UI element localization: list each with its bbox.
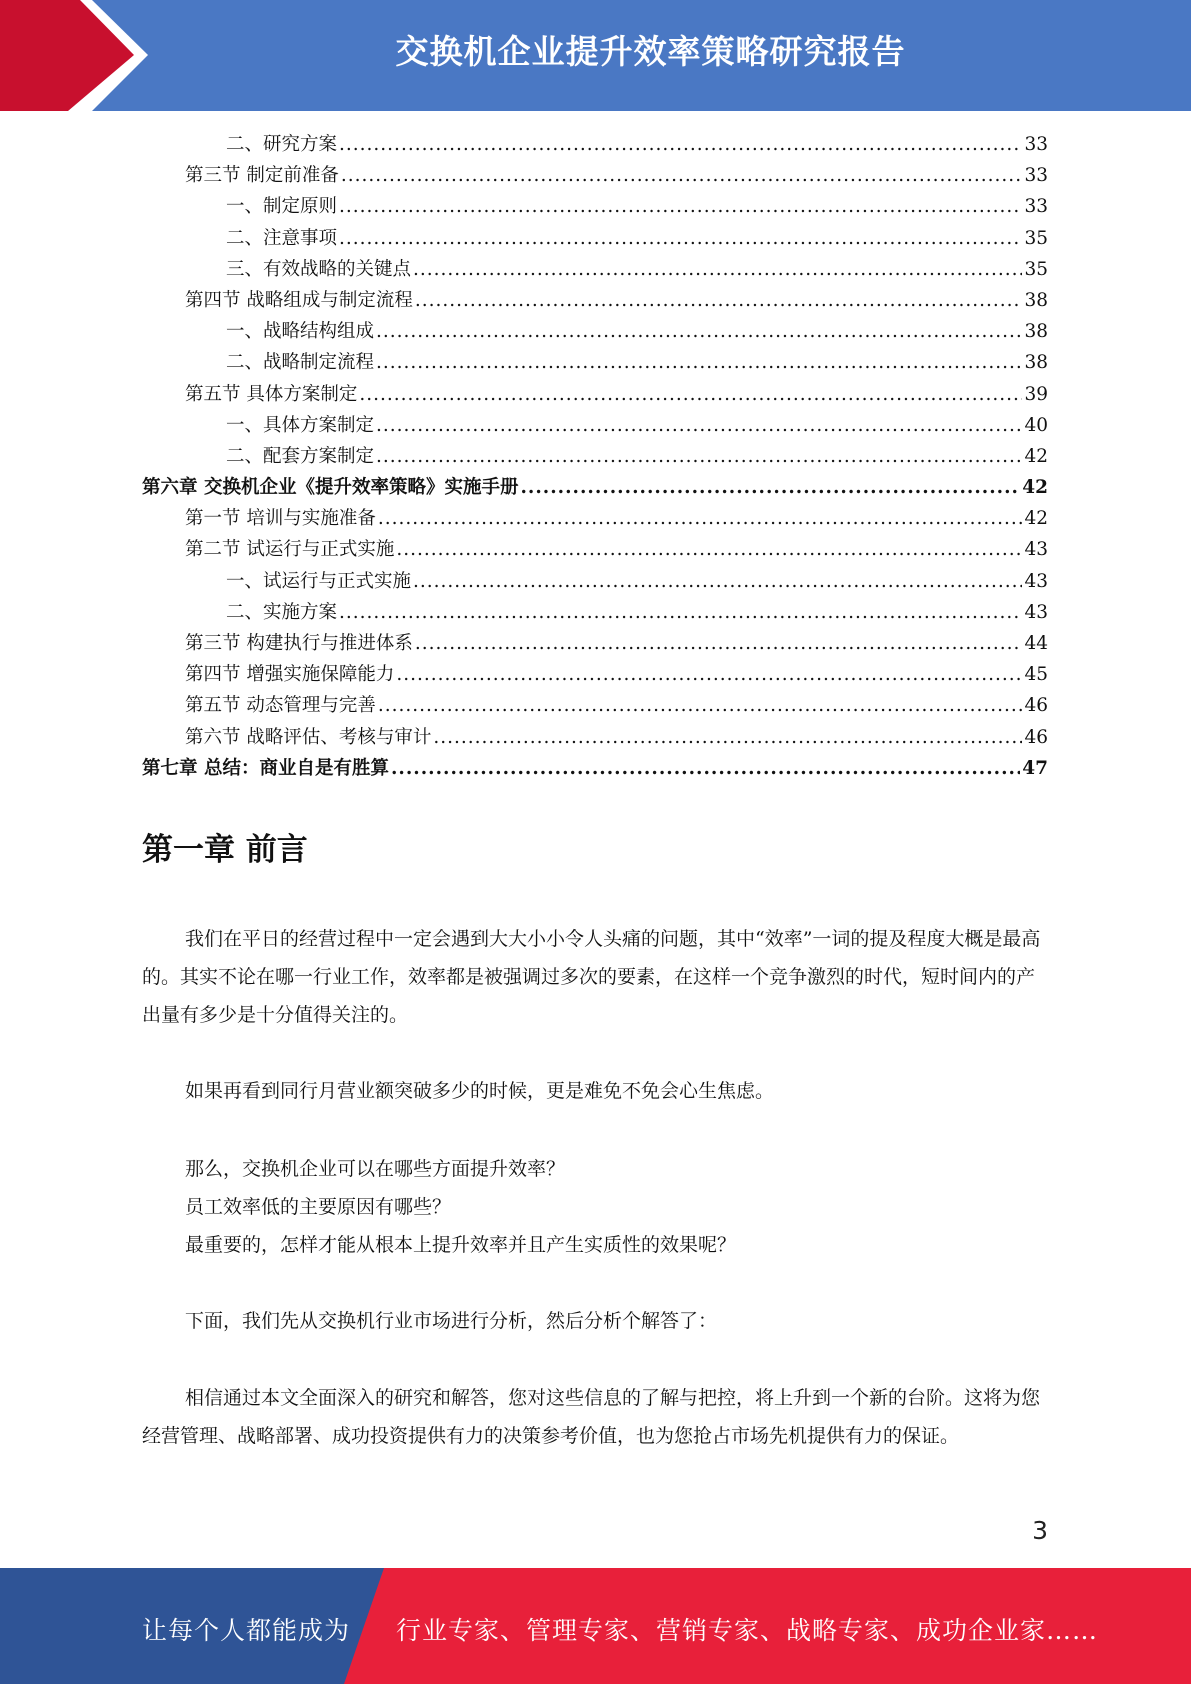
toc-leader-dots <box>378 503 1023 534</box>
toc-entry-title: 一、试运行与正式实施 <box>226 570 412 592</box>
toc-entry[interactable] <box>142 410 1048 441</box>
toc-entry[interactable] <box>142 316 1048 347</box>
toc-entry[interactable] <box>142 191 1048 222</box>
toc-entry-page: 43 <box>1024 539 1048 561</box>
toc-entry-page: 33 <box>1024 134 1048 155</box>
toc-entry-title: 第五节 具体方案制定 <box>185 383 358 405</box>
toc-entry-title: 二、研究方案 <box>226 134 338 155</box>
toc-entry-page: 38 <box>1024 352 1048 374</box>
toc-entry-title: 二、注意事项 <box>226 227 338 249</box>
toc-leader-dots <box>339 129 1022 160</box>
toc-entry[interactable] <box>142 659 1048 690</box>
toc-entry[interactable] <box>142 534 1048 565</box>
toc-leader-dots <box>378 690 1023 721</box>
toc-entry-page: 46 <box>1024 726 1048 748</box>
toc-leader-dots <box>376 410 1022 441</box>
toc-leader-dots <box>433 722 1022 753</box>
toc-entry[interactable] <box>142 503 1048 534</box>
toc-leader-dots <box>359 379 1022 410</box>
toc-leader-dots <box>415 628 1023 659</box>
toc-leader-dots <box>341 160 1023 191</box>
toc-leader-dots <box>339 223 1022 254</box>
toc-entry[interactable] <box>142 441 1048 472</box>
toc-entry-title: 三、有效战略的关键点 <box>226 258 412 280</box>
toc-entry-title: 一、具体方案制定 <box>226 414 375 436</box>
question-3: 最重要的，怎样才能从根本上提升效率并且产生实质性的效果呢？ <box>185 1234 737 1256</box>
toc-entry[interactable] <box>142 285 1048 316</box>
toc-entry-title: 二、实施方案 <box>226 601 338 623</box>
toc-leader-dots <box>396 659 1022 690</box>
toc-entry[interactable] <box>142 722 1048 753</box>
toc-entry-page: 43 <box>1024 570 1048 592</box>
toc-entry[interactable] <box>142 223 1048 254</box>
toc-entry-page: 38 <box>1024 289 1048 311</box>
toc-entry-title: 二、战略制定流程 <box>226 352 375 374</box>
footer-slogan-left: 让每个人都能成为 <box>142 1616 351 1645</box>
toc-leader-dots <box>413 254 1022 285</box>
toc-entry-title: 第五节 动态管理与完善 <box>185 695 376 717</box>
toc-entry-title: 第三节 制定前准备 <box>185 165 339 187</box>
toc-entry-page: 46 <box>1024 695 1048 717</box>
toc-entry-page: 43 <box>1024 601 1048 623</box>
header-banner <box>0 0 1191 111</box>
toc-entry-page: 35 <box>1024 227 1048 249</box>
toc-entry-title: 第二节 试运行与正式实施 <box>185 539 395 561</box>
toc-entry[interactable] <box>142 753 1048 784</box>
toc-leader-dots <box>415 285 1023 316</box>
toc-leader-dots <box>339 597 1022 628</box>
footer-banner <box>0 1568 1191 1684</box>
toc-entry-title: 第六节 战略评估、考核与审计 <box>185 726 432 748</box>
toc-entry-page: 33 <box>1024 196 1048 218</box>
toc-entry[interactable] <box>142 597 1048 628</box>
paragraph-conclusion: 相信通过本文全面深入的研究和解答，您对这些信息的了解与把控，将上升到一个新的台阶。这将为您经营管理、战略部署、成功投资提供有力的决策参考价值，也为您抢占市场先机提供有力的保证。 <box>142 1387 1041 1447</box>
toc-entry-page: 42 <box>1024 508 1048 530</box>
paragraph-intro: 我们在平日的经营过程中一定会遇到大大小小令人头痛的问题，其中“效率”一词的提及程度大概是最高的。其实不论在哪一行业工作，效率都是被强调过多次的要素，在这样一个竞争激烈的时代，短时间内的产出量有多少是十分值得关注的。 <box>142 928 1041 1026</box>
toc-entry[interactable] <box>142 472 1048 503</box>
toc-entry[interactable] <box>142 160 1048 191</box>
toc-leader-dots <box>339 191 1022 222</box>
table-of-contents <box>142 129 1048 784</box>
chapter-title: 第一章 前言 <box>142 832 308 868</box>
toc-entry-title: 第四节 战略组成与制定流程 <box>185 289 413 311</box>
toc-entry[interactable] <box>142 566 1048 597</box>
toc-entry-page: 47 <box>1022 757 1048 779</box>
toc-entry-title: 第一节 培训与实施准备 <box>185 508 376 530</box>
report-title: 交换机企业提升效率策略研究报告 <box>395 32 906 71</box>
toc-leader-dots <box>391 753 1020 784</box>
toc-entry-title: 第六章 交换机企业《提升效率策略》实施手册 <box>142 477 519 499</box>
toc-entry-title: 二、配套方案制定 <box>226 445 375 467</box>
toc-entry[interactable] <box>142 628 1048 659</box>
toc-entry-title: 第四节 增强实施保障能力 <box>185 664 395 686</box>
toc-entry-title: 一、制定原则 <box>226 196 338 218</box>
toc-leader-dots <box>376 347 1022 378</box>
footer-slogan-right: 行业专家、管理专家、营销专家、战略专家、成功企业家…… <box>396 1616 1099 1645</box>
question-list <box>142 1150 1048 1264</box>
red-arrow-icon <box>0 0 160 111</box>
toc-entry-page: 44 <box>1024 633 1048 654</box>
toc-entry[interactable] <box>142 254 1048 285</box>
toc-entry[interactable] <box>142 690 1048 721</box>
toc-entry[interactable] <box>142 347 1048 378</box>
toc-entry-page: 35 <box>1024 258 1048 280</box>
toc-entry-title: 一、战略结构组成 <box>226 321 375 343</box>
toc-entry-page: 42 <box>1024 445 1048 467</box>
toc-entry-page: 40 <box>1024 414 1048 436</box>
toc-leader-dots <box>376 441 1022 472</box>
question-1: 那么，交换机企业可以在哪些方面提升效率？ <box>185 1158 566 1180</box>
toc-leader-dots <box>376 316 1022 347</box>
toc-entry[interactable] <box>142 379 1048 410</box>
toc-entry-page: 42 <box>1022 477 1048 499</box>
toc-entry-title: 第三节 构建执行与推进体系 <box>185 633 413 654</box>
paragraph-transition: 下面，我们先从交换机行业市场进行分析，然后分析个解答了： <box>185 1310 718 1332</box>
toc-entry-page: 45 <box>1024 664 1048 686</box>
paragraph-anxiety: 如果再看到同行月营业额突破多少的时候，更是难免不免会心生焦虑。 <box>185 1080 775 1102</box>
toc-entry[interactable] <box>142 129 1048 160</box>
toc-leader-dots <box>396 534 1022 565</box>
toc-entry-page: 33 <box>1024 165 1048 187</box>
toc-entry-page: 38 <box>1024 321 1048 343</box>
question-2: 员工效率低的主要原因有哪些？ <box>185 1196 452 1218</box>
toc-entry-title: 第七章 总结：商业自是有胜算 <box>142 757 389 779</box>
page-number: 3 <box>1032 1516 1048 1545</box>
toc-leader-dots <box>413 566 1022 597</box>
toc-leader-dots <box>520 472 1020 503</box>
toc-entry-page: 39 <box>1024 383 1048 405</box>
